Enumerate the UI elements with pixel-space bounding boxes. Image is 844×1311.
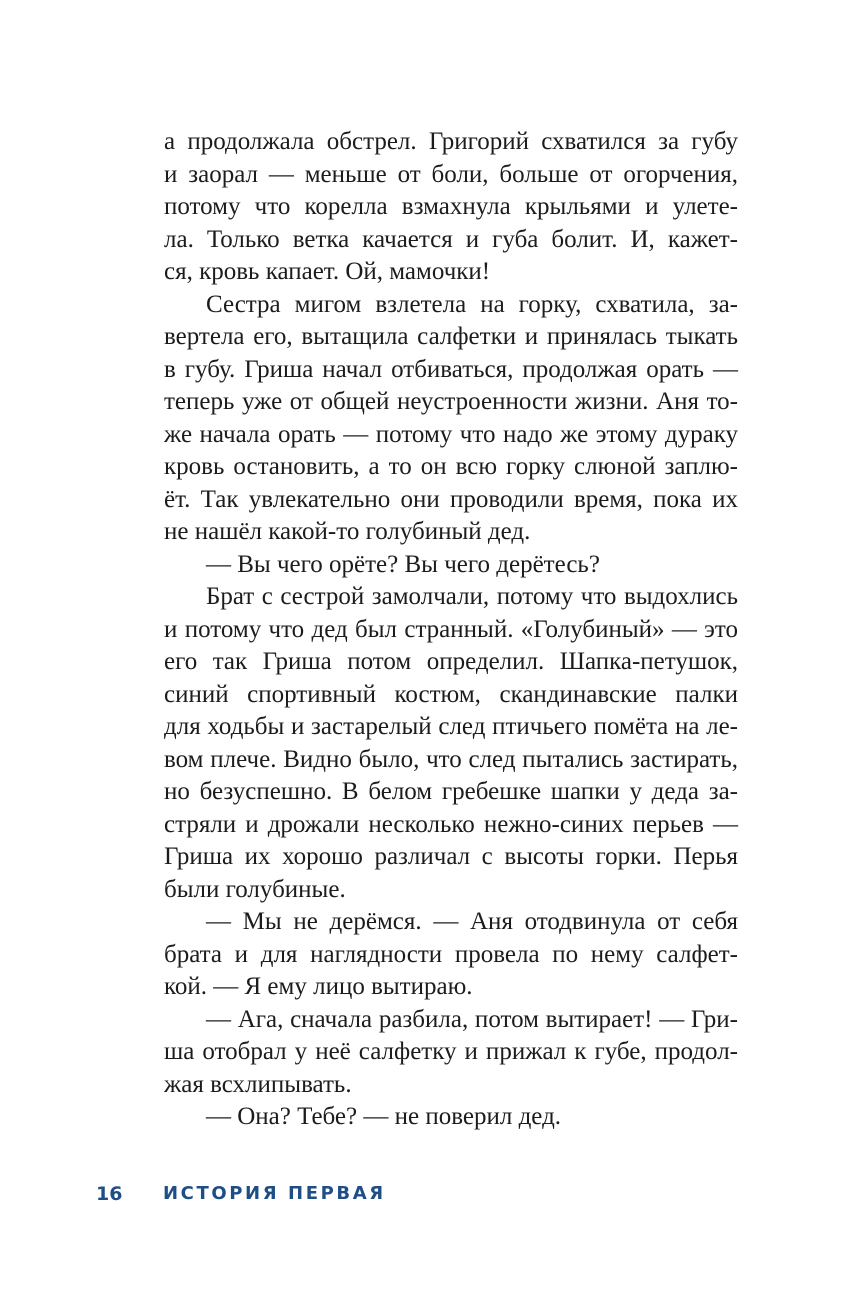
text-line: — Она? Тебе? — не поверил дед. xyxy=(206,1103,562,1130)
text-line: были голубиные. xyxy=(164,875,346,903)
text-line: Гриша их хорошо различал с высоты горки. Перья xyxy=(164,843,738,870)
text-line: но безуспешно. В белом гребешке шапки у деда за- xyxy=(164,778,738,805)
text-line: — Мы не дерёмся. — Аня отодвинула от себя xyxy=(206,908,738,935)
text-line: кой. — Я ему лицо вытираю. xyxy=(164,973,473,1000)
text-line: — Ага, сначала разбила, потом вытирает! — Гри- xyxy=(206,1005,738,1033)
text-line: синий спортивный костюм, скандинавские палки xyxy=(164,680,738,708)
text-line: ла. Только ветка качается и губа болит. И, кажет- xyxy=(164,225,738,253)
text-line: стряли и дрожали несколько нежно-синих перьев — xyxy=(164,810,738,838)
text-line: в губу. Гриша начал отбиваться, продолжая орать — xyxy=(164,355,738,383)
text-line: не нашёл какой-то голубиный дед. xyxy=(164,518,531,545)
chapter-title: ИСТОРИЯ ПЕРВАЯ xyxy=(163,1183,386,1204)
text-line: Брат с сестрой замолчали, потому что выдохлись xyxy=(206,583,738,610)
text-line: брата и для наглядности провела по нему салфет- xyxy=(164,940,738,968)
page-footer xyxy=(0,1181,844,1207)
text-line: ша отобрал у неё салфетку и прижал к губе, продол- xyxy=(164,1038,738,1065)
text-line: кровь остановить, а то он всю горку слюной заплю- xyxy=(164,453,738,480)
text-line: — Вы чего орёте? Вы чего дерётесь? xyxy=(206,550,600,578)
text-line: для ходьбы и застарелый след птичьего помёта на ле- xyxy=(164,713,738,740)
text-line: Сестра мигом взлетела на горку, схватила, за- xyxy=(206,290,738,318)
text-line: же начала орать — потому что надо же этому дураку xyxy=(164,420,738,448)
page-number: 16 xyxy=(96,1183,123,1205)
text-line: ся, кровь капает. Ой, мамочки! xyxy=(164,258,491,285)
page-body-text xyxy=(164,126,738,1134)
text-line: теперь уже от общей неустроенности жизни. Аня то- xyxy=(164,388,738,415)
text-line: ёт. Так увлекательно они проводили время, пока их xyxy=(164,485,738,513)
text-line: и потому что дед был странный. «Голубиный» — это xyxy=(164,615,738,643)
text-line: потому что корелла взмахнула крыльями и улете- xyxy=(164,193,738,220)
text-line: его так Гриша потом определил. Шапка-петушок, xyxy=(164,648,738,675)
text-line: и заорал — меньше от боли, больше от огорчения, xyxy=(164,160,738,188)
text-line: а продолжала обстрел. Григорий схватился за губу xyxy=(164,128,738,155)
text-line: жая всхлипывать. xyxy=(164,1070,352,1098)
text-line: вом плече. Видно было, что след пытались застирать, xyxy=(164,745,738,773)
text-line: вертела его, вытащила салфетки и принялась тыкать xyxy=(164,323,738,350)
